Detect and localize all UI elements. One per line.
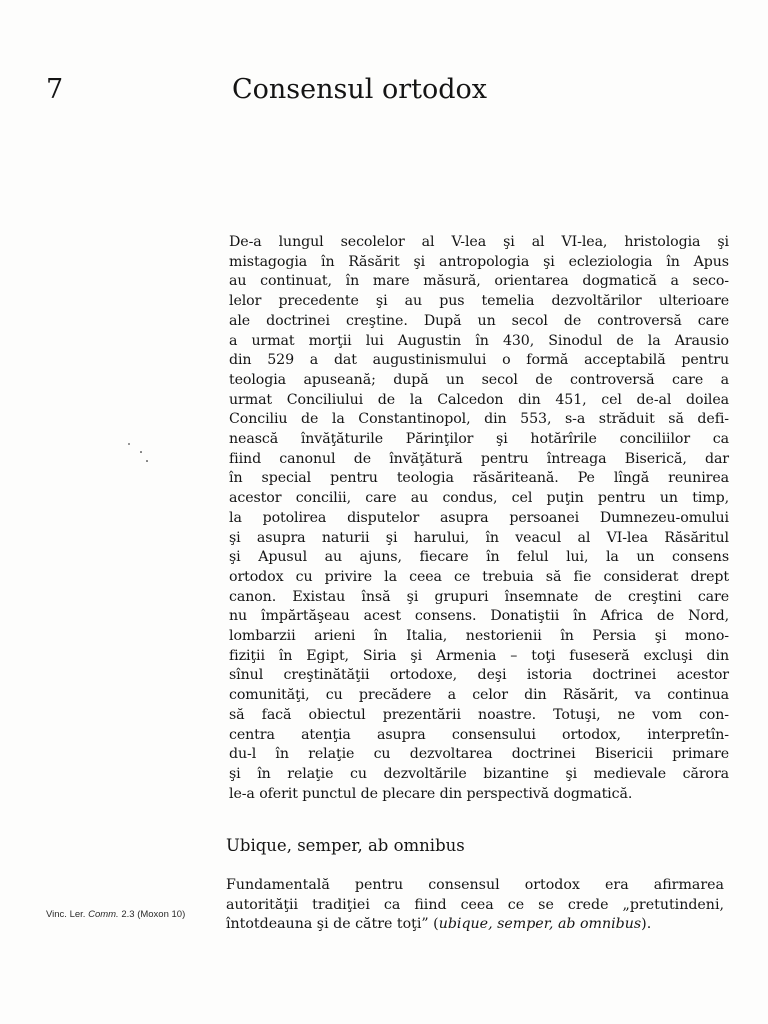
text-line: fiziţii în Egipt, Siria şi Armenia – toţi fuseseră excluşi din <box>229 647 729 664</box>
text-line: lombarzii arieni în Italia, nestorienii în Persia şi mono- <box>229 628 729 645</box>
text-line <box>226 915 724 935</box>
text-line: la potolirea disputelor asupra persoanei Dumnezeu-omului <box>229 509 729 526</box>
text-line: din 529 a dat augustinismului o formă acceptabilă pentru <box>229 352 729 369</box>
text-line: nească învăţăturile Părinţilor şi hotărîrile conciliilor ca <box>229 431 729 448</box>
text-line: teologia apuseană; după un secol de controversă care a <box>229 371 729 388</box>
text-line: urmat Conciliului de la Calcedon din 451, cel de-al doilea <box>229 391 729 408</box>
text-line: ale doctrinei creştine. După un secol de controversă care <box>229 312 729 329</box>
text-line: a urmat morţii lui Augustin în 430, Sinodul de la Arausio <box>229 332 729 349</box>
paragraph-2 <box>226 876 724 935</box>
text-line: acestor concilii, care au condus, cel puţin pentru un timp, <box>229 490 729 507</box>
text-line: Conciliu de la Constantinopol, din 553, s-a străduit să defi- <box>229 411 729 428</box>
text-line: centra atenţia asupra consensului ortodox, interpretîn- <box>229 726 729 743</box>
text-fragment: ). <box>641 916 652 933</box>
text-line: mistagogia în Răsărit şi antropologia şi ecleziologia în Apus <box>229 253 729 270</box>
scan-speck <box>146 460 148 462</box>
text-line: fiind canonul de învăţătură pentru întreaga Biserică, dar <box>229 450 729 467</box>
reference-location: 2.3 (Moxon 10) <box>118 909 186 920</box>
text-line: du-l în relaţie cu dezvoltarea doctrinei Bisericii primare <box>229 746 729 763</box>
text-line: şi asupra naturii şi harului, în veacul al VI-lea Răsăritul <box>229 529 729 546</box>
text-line: De-a lungul secolelor al V-lea şi al VI-lea, hristologia şi <box>229 234 729 250</box>
margin-reference <box>46 909 216 921</box>
text-line: comunităţi, cu precădere a celor din Răsărit, va continua <box>229 687 729 704</box>
text-line: canon. Existau însă şi grupuri însemnate de creştini care <box>229 588 729 605</box>
chapter-number: 7 <box>46 74 64 105</box>
text-line: Fundamentală pentru consensul ortodox era afirmarea <box>226 877 724 893</box>
text-line: au continuat, în mare măsură, orientarea dogmatică a seco- <box>229 273 729 290</box>
text-line: să facă obiectul prezentării noastre. Totuşi, ne vom con- <box>229 706 729 723</box>
text-line: autorităţii tradiţiei ca fiind ceea ce se crede „pretutindeni, <box>226 896 724 913</box>
text-line: ortodox cu privire la ceea ce trebuia să fie considerat drept <box>229 568 729 585</box>
text-line: lelor precedente şi au pus temelia dezvoltărilor ulterioare <box>229 293 729 310</box>
scan-speck <box>128 443 130 445</box>
reference-work: Comm. <box>88 909 119 920</box>
text-line: le-a oferit punctul de plecare din perspectivă dogmatică. <box>229 785 633 802</box>
text-line: sînul creştinătăţii ortodoxe, deşi istoria doctrinei acestor <box>229 667 729 684</box>
paragraph-1 <box>229 233 729 804</box>
text-fragment: întotdeauna şi de către toţi” ( <box>226 916 439 933</box>
text-line: şi Apusul au ajuns, fiecare în felul lui, la un consens <box>229 549 729 566</box>
text-line: şi în relaţie cu dezvoltările bizantine şi medievale cărora <box>229 765 729 782</box>
chapter-title: Consensul ortodox <box>232 74 488 105</box>
scan-speck <box>140 451 142 453</box>
section-heading: Ubique, semper, ab omnibus <box>226 836 465 855</box>
latin-phrase: ubique, semper, ab omnibus <box>438 916 642 933</box>
reference-author: Vinc. Ler. <box>46 909 89 920</box>
text-line: nu împărtăşeau acest consens. Donatiştii în Africa de Nord, <box>229 608 729 625</box>
text-line: în special pentru teologia răsăriteană. Pe lîngă reunirea <box>229 470 729 487</box>
